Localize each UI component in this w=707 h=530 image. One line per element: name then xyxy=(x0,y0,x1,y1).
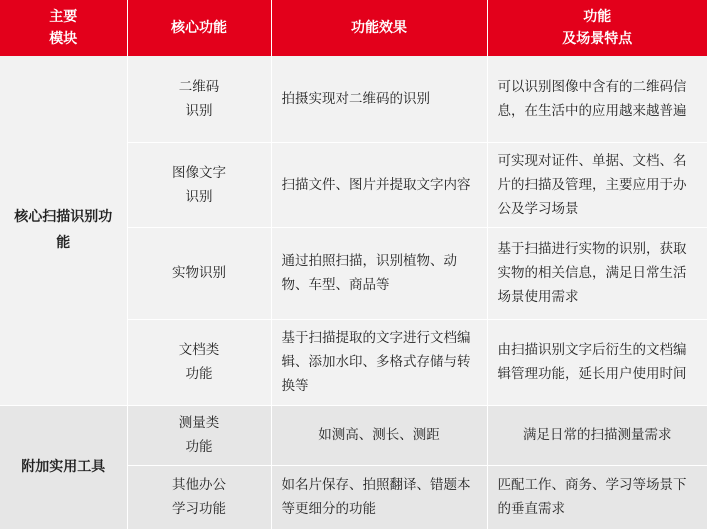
table-row xyxy=(0,405,707,465)
feature-cell: 文档类 功能 xyxy=(127,319,271,405)
scene-cell: 可实现对证件、单据、文档、名片的扫描及管理，主要应用于办公及学习场景 xyxy=(487,142,707,227)
feature-cell: 其他办公 学习功能 xyxy=(127,465,271,529)
feature-cell: 二维码 识别 xyxy=(127,56,271,142)
effect-cell: 基于扫描提取的文字进行文档编辑、添加水印、多格式存储与转换等 xyxy=(271,319,487,405)
header-scene-features: 功能 及场景特点 xyxy=(487,0,707,56)
table-header-row xyxy=(0,0,707,56)
effect-cell: 如名片保存、拍照翻译、错题本等更细分的功能 xyxy=(271,465,487,529)
table-row xyxy=(0,56,707,142)
scene-cell: 可以识别图像中含有的二维码信息，在生活中的应用越来越普遍 xyxy=(487,56,707,142)
header-module: 主要 模块 xyxy=(0,0,127,56)
scene-cell: 由扫描识别文字后衍生的文档编辑管理功能，延长用户使用时间 xyxy=(487,319,707,405)
header-core-function: 核心功能 xyxy=(127,0,271,56)
scene-cell: 满足日常的扫描测量需求 xyxy=(487,405,707,465)
feature-cell: 图像文字 识别 xyxy=(127,142,271,227)
effect-cell: 扫描文件、图片并提取文字内容 xyxy=(271,142,487,227)
effect-cell: 拍摄实现对二维码的识别 xyxy=(271,56,487,142)
feature-cell: 测量类 功能 xyxy=(127,405,271,465)
feature-cell: 实物识别 xyxy=(127,227,271,319)
effect-cell: 如测高、测长、测距 xyxy=(271,405,487,465)
group-extra-tools: 附加实用工具 xyxy=(0,405,127,529)
header-function-effect: 功能效果 xyxy=(271,0,487,56)
effect-cell: 通过拍照扫描，识别植物、动物、车型、商品等 xyxy=(271,227,487,319)
scene-cell: 基于扫描进行实物的识别，获取实物的相关信息，满足日常生活场景使用需求 xyxy=(487,227,707,319)
group-core-scan: 核心扫描识别功 能 xyxy=(0,56,127,405)
scene-cell: 匹配工作、商务、学习等场景下的垂直需求 xyxy=(487,465,707,529)
